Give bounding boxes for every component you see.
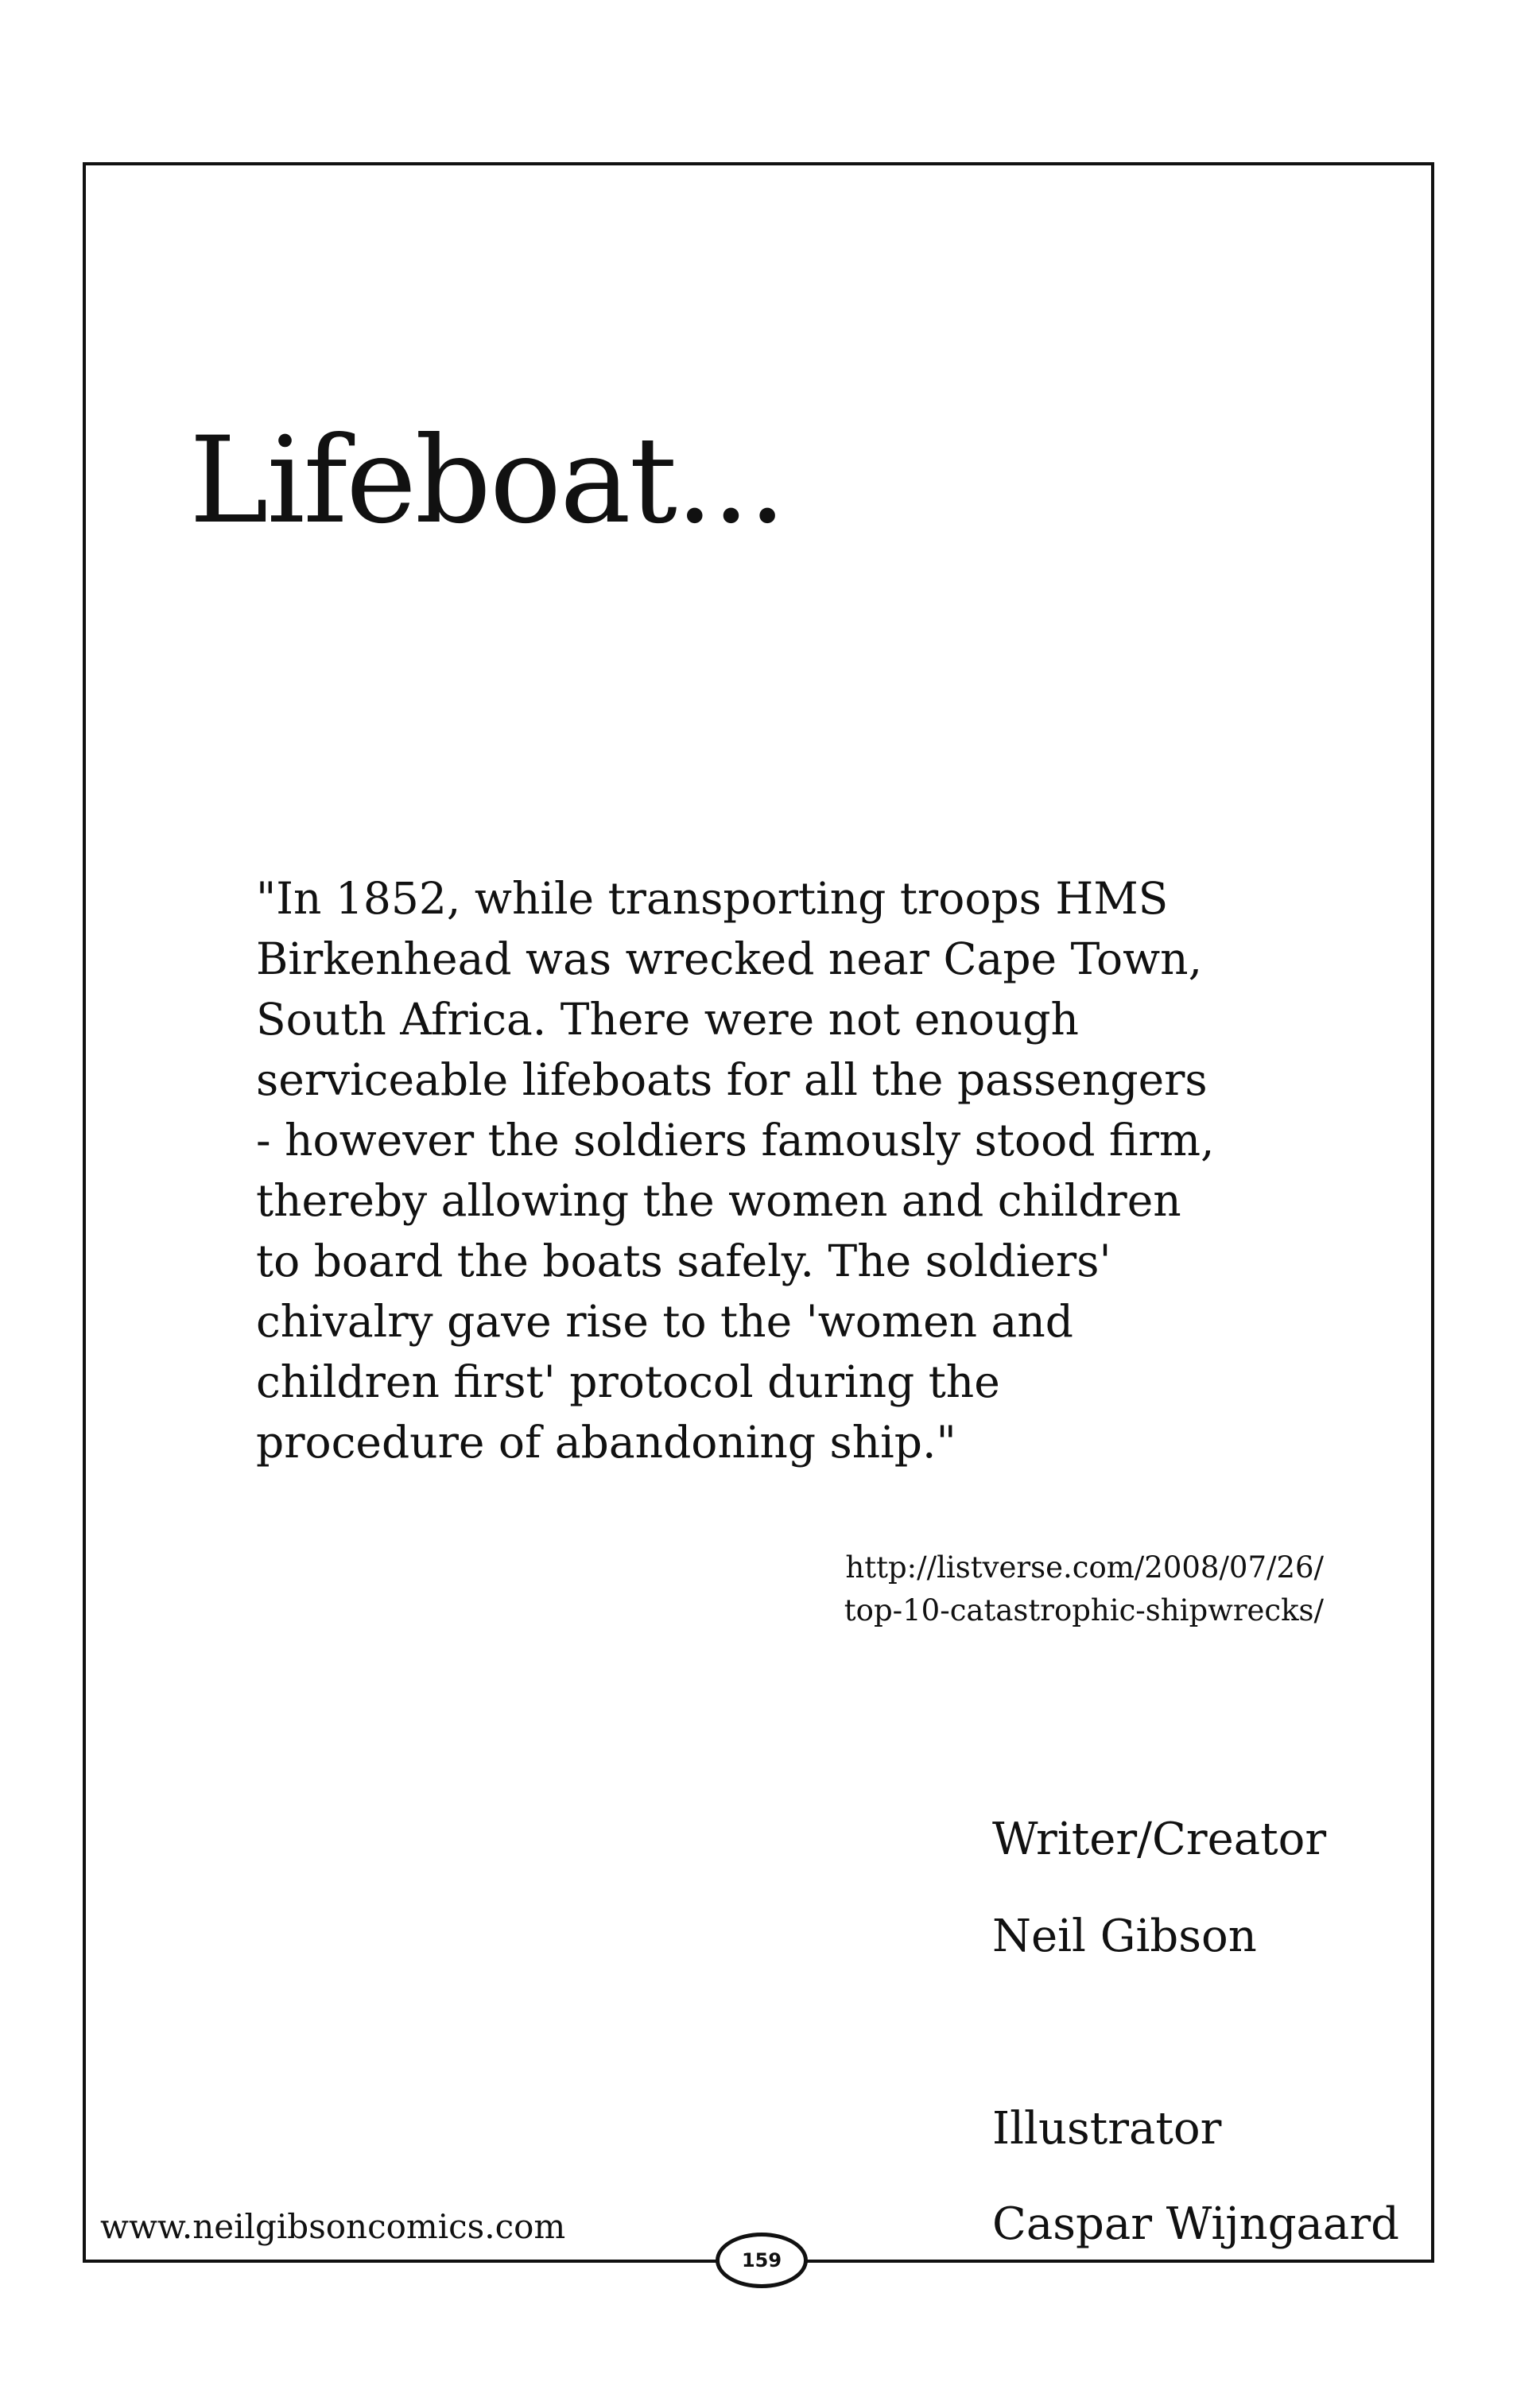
quote-line: Birkenhead was wrecked near Cape Town, bbox=[256, 933, 1203, 984]
quote-line: chivalry gave rise to the 'women and bbox=[256, 1296, 1073, 1347]
illustrator-name: Caspar Wijngaard bbox=[992, 2198, 1399, 2250]
quote-line: - however the soldiers famously stood firm, bbox=[256, 1115, 1215, 1166]
footer-website: www.neilgibsoncomics.com bbox=[100, 2207, 566, 2246]
page-number: 159 bbox=[741, 2249, 782, 2271]
illustrator-role: Illustrator bbox=[992, 2103, 1222, 2155]
page-number-badge bbox=[716, 2233, 808, 2288]
quote-line: serviceable lifeboats for all the passengers bbox=[256, 1054, 1208, 1105]
writer-role: Writer/Creator bbox=[992, 1814, 1327, 1865]
writer-name: Neil Gibson bbox=[992, 1911, 1257, 1962]
quote-line: thereby allowing the women and children bbox=[256, 1175, 1181, 1226]
page-title: Lifeboat... bbox=[189, 412, 785, 550]
quote-block bbox=[256, 868, 1369, 1472]
quote-line: "In 1852, while transporting troops HMS bbox=[256, 873, 1169, 924]
source-url-line: top-10-catastrophic-shipwrecks/ bbox=[844, 1593, 1324, 1627]
source-citation bbox=[844, 1546, 1324, 1632]
source-url-line: http://listverse.com/2008/07/26/ bbox=[845, 1550, 1324, 1585]
quote-line: South Africa. There were not enough bbox=[256, 994, 1079, 1045]
quote-line: to board the boats safely. The soldiers' bbox=[256, 1236, 1111, 1286]
quote-line: children first' protocol during the bbox=[256, 1356, 1000, 1407]
quote-line: procedure of abandoning ship." bbox=[256, 1417, 956, 1468]
